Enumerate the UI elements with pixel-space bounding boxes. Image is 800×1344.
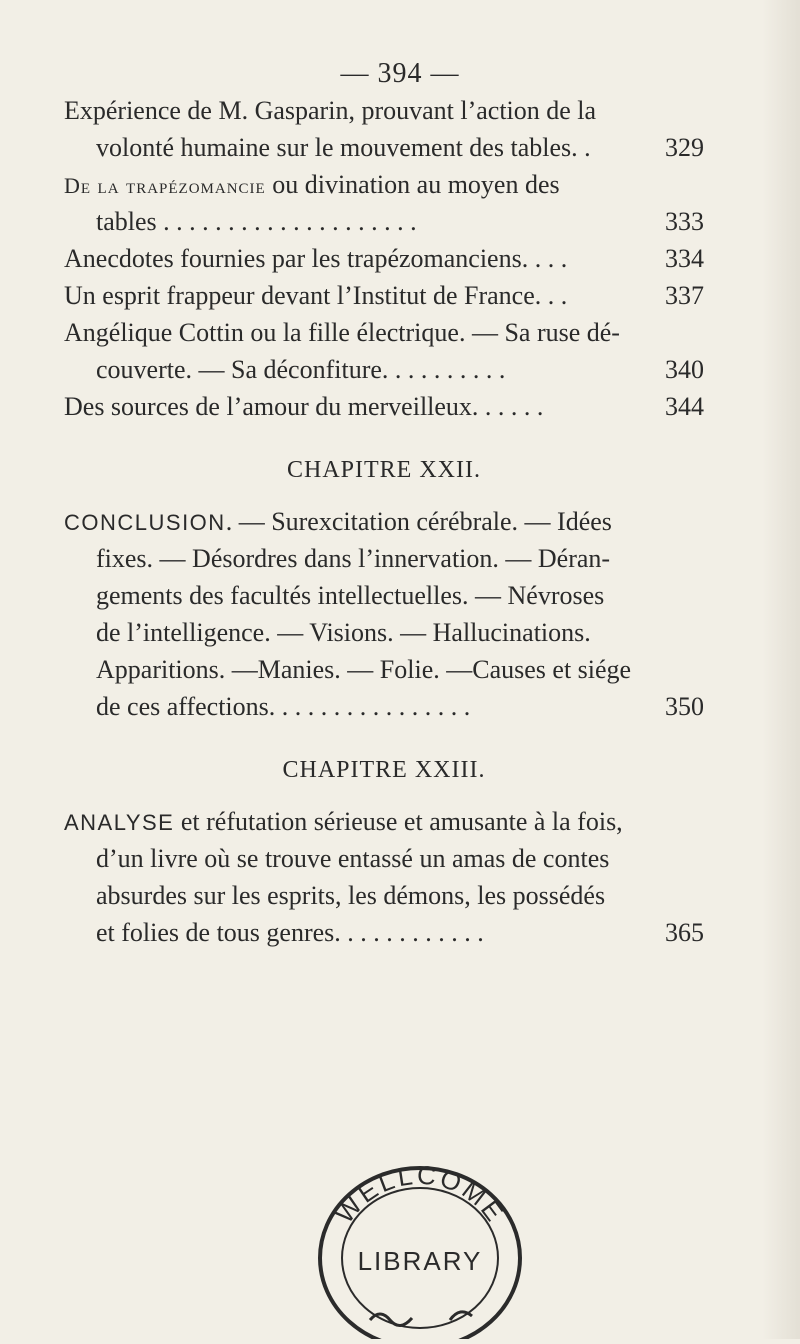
toc-page-number: 334: [665, 244, 704, 273]
toc-entry-text: absurdes sur les esprits, les démons, les possédés: [96, 881, 606, 910]
page-number: — 394 —: [340, 58, 460, 89]
toc-entry-text: de l’intelligence. — Visions. — Hallucinations.: [96, 618, 591, 647]
toc-entry-line: [64, 240, 704, 277]
toc-entry-text: tables . . . . . . . . . . . . . . . . . . . .: [96, 207, 417, 236]
toc-entry-text: et réfutation sérieuse et amusante à la fois,: [174, 807, 623, 836]
page-edge-shadow: [762, 0, 800, 1339]
toc-entry-text: Anecdotes fournies par les trapézomanciens. . . .: [64, 244, 568, 273]
toc-entry-text: d’un livre où se trouve entassé un amas de contes: [96, 844, 610, 873]
toc-entry-text: Un esprit frappeur devant l’Institut de France. . .: [64, 281, 568, 310]
toc-entry-line: [64, 314, 704, 351]
toc-entry-line: [64, 577, 704, 614]
table-of-contents: [64, 92, 704, 951]
toc-entry-line: [64, 203, 704, 240]
toc-entry-line: [64, 388, 704, 425]
toc-entry-text: ou divination au moyen des: [265, 170, 560, 199]
toc-entry-line: [64, 614, 704, 651]
toc-entry-text: Angélique Cottin ou la fille électrique. — Sa ruse dé-: [64, 318, 620, 347]
toc-page-number: 333: [665, 207, 704, 236]
toc-entry-text: fixes. — Désordres dans l’innervation. — Déran-: [96, 544, 611, 573]
toc-page-number: 350: [665, 692, 704, 721]
chapter-heading: CHAPITRE XXIII.: [282, 757, 486, 783]
stamp-graphic: [300, 1130, 540, 1339]
toc-entry-text: . — Surexcitation cérébrale. — Idées: [225, 507, 612, 536]
chapter-heading: CHAPITRE XXII.: [287, 457, 481, 483]
toc-entry-line: [64, 877, 704, 914]
toc-entry-line: [64, 92, 704, 129]
toc-entry-line: [64, 503, 704, 540]
toc-page-number: 365: [665, 918, 704, 947]
toc-entry-line: [64, 166, 704, 203]
toc-entry-text: volonté humaine sur le mouvement des tables. .: [96, 133, 591, 162]
toc-entry-text: Apparitions. —Manies. — Folie. —Causes et siége: [96, 655, 632, 684]
toc-entry-line: [64, 914, 704, 951]
toc-entry-line: [64, 803, 704, 840]
toc-entry-line: [64, 129, 704, 166]
toc-entry-line: [64, 351, 704, 388]
toc-page-number: 344: [665, 392, 704, 421]
toc-entry-line: [64, 540, 704, 577]
toc-entry-text: couverte. — Sa déconfiture. . . . . . . . . .: [96, 355, 506, 384]
toc-entry-line: [64, 688, 704, 725]
toc-entry-text: Expérience de M. Gasparin, prouvant l’action de la: [64, 96, 597, 125]
toc-entry-line: [64, 840, 704, 877]
stamp-top-text: WELLCOME: [329, 1159, 512, 1229]
library-stamp: [300, 1130, 540, 1339]
toc-entry-line: [64, 651, 704, 688]
toc-entry-line: [64, 277, 704, 314]
section-lead-word: CONCLUSION: [64, 510, 226, 535]
toc-entry-text: gements des facultés intellectuelles. — Névroses: [96, 581, 605, 610]
toc-page-number: 337: [665, 281, 704, 310]
toc-page-number: 329: [665, 133, 704, 162]
toc-page-number: 340: [665, 355, 704, 384]
toc-entry-text: Des sources de l’amour du merveilleux. . . . . .: [64, 392, 544, 421]
toc-entry-text: et folies de tous genres. . . . . . . . . . . .: [96, 918, 484, 947]
toc-entry-smallcaps: De la trapézomancie: [64, 173, 266, 198]
toc-entry-text: de ces affections. . . . . . . . . . . . . . . .: [96, 692, 471, 721]
stamp-center-text: LIBRARY: [357, 1246, 483, 1276]
section-lead-word: ANALYSE: [64, 810, 175, 835]
